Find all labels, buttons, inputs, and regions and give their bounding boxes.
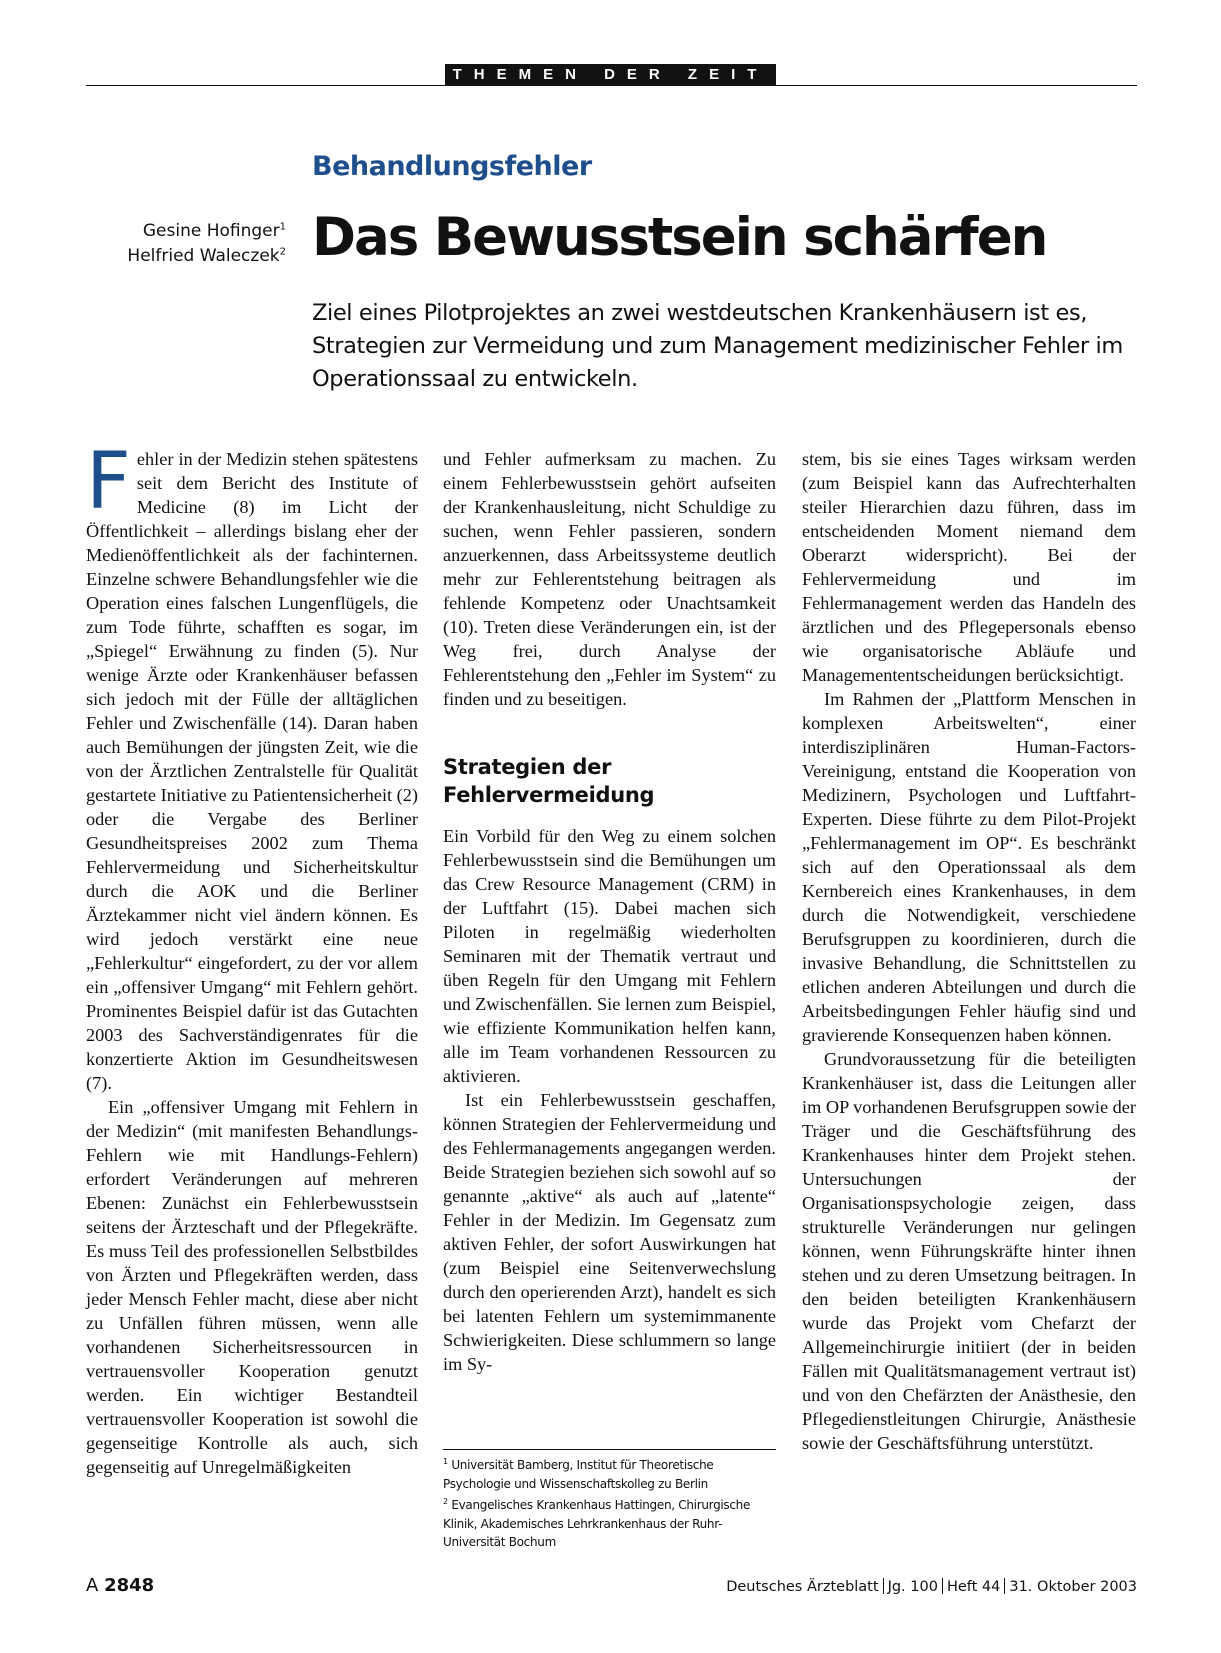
journal-name: Deutsches Ärzteblatt <box>726 1579 879 1595</box>
author-name: Gesine Hofinger <box>142 221 280 241</box>
section-label: THEMEN DER ZEIT <box>445 64 776 86</box>
footnote-1 <box>443 1453 776 1493</box>
article-kicker: Behandlungsfehler <box>312 151 592 182</box>
page-number-value: 2848 <box>104 1575 155 1596</box>
drop-cap: F <box>86 437 131 527</box>
subheading: Strategien der Fehlervermeidung <box>443 755 655 807</box>
footnote-text: Universität Bamberg, Institut für Theoretische Psychologie und Wissenschaftskolleg zu Berlin <box>443 1458 714 1491</box>
body-column-1 <box>86 437 418 1479</box>
body-paragraph: Im Rahmen der „Plattform Menschen in komplexen Arbeitswelten“, einer interdisziplinären Human-Factors-Vereinigung, entstand die Kooperation von Medizinern, Psychologen und Luftfahrt-Experten. Diese führte zu dem Pilot-Projekt „Fehlermanagement im OP“. Es beschränkt sich auf den Operationssaal als dem Kernbereich eines Krankenhauses, in dem durch die Notwendigkeit, verschiedene Berufsgruppen zu koordinieren, durch die invasive Behandlung, die Schnittstellen zu etlichen anderen Abteilungen und durch die Arbeitsbedingungen Fehler häufig sind und gravierende Konsequenzen haben können. <box>802 689 1136 1045</box>
page-number <box>86 1575 154 1596</box>
divider <box>942 1578 943 1594</box>
footnote-2 <box>443 1493 776 1552</box>
body-column-3 <box>802 447 1136 1455</box>
body-paragraph: Ein Vorbild für den Weg zu einem solchen Fehlerbewusstsein sind die Bemühungen um das Crew Resource Management (CRM) in der Luftfahrt (15). Dabei machen sich Piloten in regelmäßig wiederholten Seminaren mit der Thematik vertraut und üben Regeln für den Umgang mit Fehlern und Zwischenfällen. Sie lernen zum Beispiel, wie effiziente Kommunikation helfen kann, alle im Team vorhandenen Ressourcen zu aktivieren. <box>443 826 776 1086</box>
footnote-rule <box>443 1449 776 1450</box>
article-headline: Das Bewusstsein schärfen <box>312 207 1047 268</box>
journal-date: 31. Oktober 2003 <box>1009 1579 1137 1595</box>
divider <box>1004 1578 1005 1594</box>
footnotes <box>443 1453 776 1552</box>
body-paragraph: und Fehler aufmerksam zu machen. Zu einem Fehlerbewusstsein gehört aufseiten der Krankenhausleitung, nicht Schuldige zu suchen, wenn Fehler passieren, sondern anzuerkennen, dass Arbeitssysteme deutlich mehr zur Fehlerentstehung beitragen als fehlende Kompetenz oder Unachtsamkeit (10). Treten diese Veränderungen ein, ist der Weg frei, durch Analyse der Fehlerentstehung den „Fehler im System“ zu finden und zu beseitigen. <box>443 449 776 709</box>
paragraph-text: ehler in der Medizin stehen spätestens seit dem Bericht des Institute of Medicine (8) im Licht der Öffentlichkeit – allerdings bislang eher der Medienöffentlichkeit als der fachinternen. Einzelne schwere Behandlungsfehler wie die Operation eines falschen Lungenflügels, die zum Tode führte, schafften es sogar, im „Spiegel“ Erwähnung zu finden (5). Nur wenige Ärzte oder Krankenhäuser befassen sich jedoch mit der Fülle der alltäglichen Fehler und Zwischenfälle (14). Daran haben auch Bemühungen der jüngsten Zeit, wie die von der Ärztlichen Zentralstelle für Qualität gestartete Initiative zu Patientensicherheit (2) oder die Vergabe des Berliner Gesundheitspreises 2002 zum Thema Fehlervermeidung und Sicherheitskultur durch die AOK und die Berliner Ärztekammer nicht viel ändern können. Es wird jedoch verstärkt eine neue „Fehlerkultur“ eingefordert, zu der vor allem ein „offensiver Umgang“ mit Fehlern gehört. Prominentes Beispiel dafür ist das Gutachten 2003 des Sachverständigenrates für die konzertierte Aktion im Gesundheitswesen (7). <box>86 449 418 1093</box>
body-paragraph: Ist ein Fehlerbewusstsein geschaffen, können Strategien der Fehlervermeidung und des Fehlermanagements angegangen werden. Beide Strategien beziehen sich sowohl auf so genannte „aktive“ als auch auf „latente“ Fehler in der Medizin. Im Gegensatz zum aktiven Fehler, der sofort Auswirkungen hat (zum Beispiel eine Seitenverwechslung durch den operierenden Arzt), handelt es sich bei latenten Fehlern um systemimmanente Schwierigkeiten. Diese schlummern so lange im Sy- <box>443 1090 776 1374</box>
author-affiliation-mark: 1 <box>279 221 286 233</box>
journal-issue: Heft 44 <box>946 1579 1001 1595</box>
journal-info <box>726 1578 1137 1595</box>
author-1 <box>143 221 286 241</box>
footnote-mark: 2 <box>443 1497 448 1506</box>
author-affiliation-mark: 2 <box>279 246 286 258</box>
body-paragraph: Grundvoraussetzung für die beteiligten Krankenhäuser ist, dass die Leitungen aller im OP vorhandenen Berufsgruppen sowie der Träger und die Geschäftsführung des Krankenhauses hinter dem Projekt stehen. Untersuchungen der Organisationspsychologie zeigen, dass strukturelle Veränderungen nur gelingen können, wenn Führungskräfte hinter ihnen stehen und zu deren Umsetzung beitragen. In den beiden beteiligten Krankenhäusern wurde das Projekt vom Chefarzt der Allgemeinchirurgie initiiert (der in beiden Fällen mit Qualitätsmanagement vertraut ist) und von den Chefärzten der Anästhesie, den Pflegedienstleitungen Chirurgie, Anästhesie sowie der Geschäftsführung unterstützt. <box>802 1049 1136 1453</box>
divider <box>883 1578 884 1594</box>
body-paragraph <box>86 437 418 1095</box>
author-2 <box>127 246 286 266</box>
author-name: Helfried Waleczek <box>127 246 280 266</box>
body-paragraph: Ein „offensiver Umgang mit Fehlern in der Medizin“ (mit manifesten Behandlungs-Fehlern wie mit Handlungs-Fehlern) erfordert Veränderungen auf mehreren Ebenen: Zunächst ein Fehlerbewusstsein seitens der Ärzteschaft und der Pflegekräfte. Es muss Teil des professionellen Selbstbildes von Ärzten und Pflegekräften werden, dass jeder Mensch Fehler macht, diese aber nicht zu Unfällen führen müssen, wenn alle vorhandenen Sicherheitsressourcen in vertrauensvoller Kooperation genutzt werden. Ein wichtiger Bestandteil vertrauensvoller Kooperation ist sowohl die gegenseitige Kontrolle als auch, sich gegenseitig auf Unregelmäßigkeiten <box>86 1097 418 1477</box>
footnote-text: Evangelisches Krankenhaus Hattingen, Chirurgische Klinik, Akademisches Lehrkrankenhaus der Ruhr-Universität Bochum <box>443 1498 751 1549</box>
page-prefix: A <box>86 1575 99 1596</box>
footnote-mark: 1 <box>443 1457 448 1466</box>
journal-volume: Jg. 100 <box>887 1579 938 1595</box>
body-paragraph: stem, bis sie eines Tages wirksam werden (zum Beispiel kann das Aufrechterhalten steiler Hierarchien dazu führen, dass im entscheidenden Moment niemand dem Oberarzt widerspricht). Bei der Fehlervermeidung und im Fehlermanagement werden das Handeln des ärztlichen und des Pflegepersonals ebenso wie organisatorische Abläufe und Managemententscheidungen berücksichtigt. <box>802 449 1136 685</box>
article-lead: Ziel eines Pilotprojektes an zwei westdeutschen Krankenhäusern ist es, Strategien zur Vermeidung und zum Management medizinischer Fehler im Operationssaal zu entwickeln. <box>312 300 1123 392</box>
body-column-2 <box>443 447 776 1376</box>
